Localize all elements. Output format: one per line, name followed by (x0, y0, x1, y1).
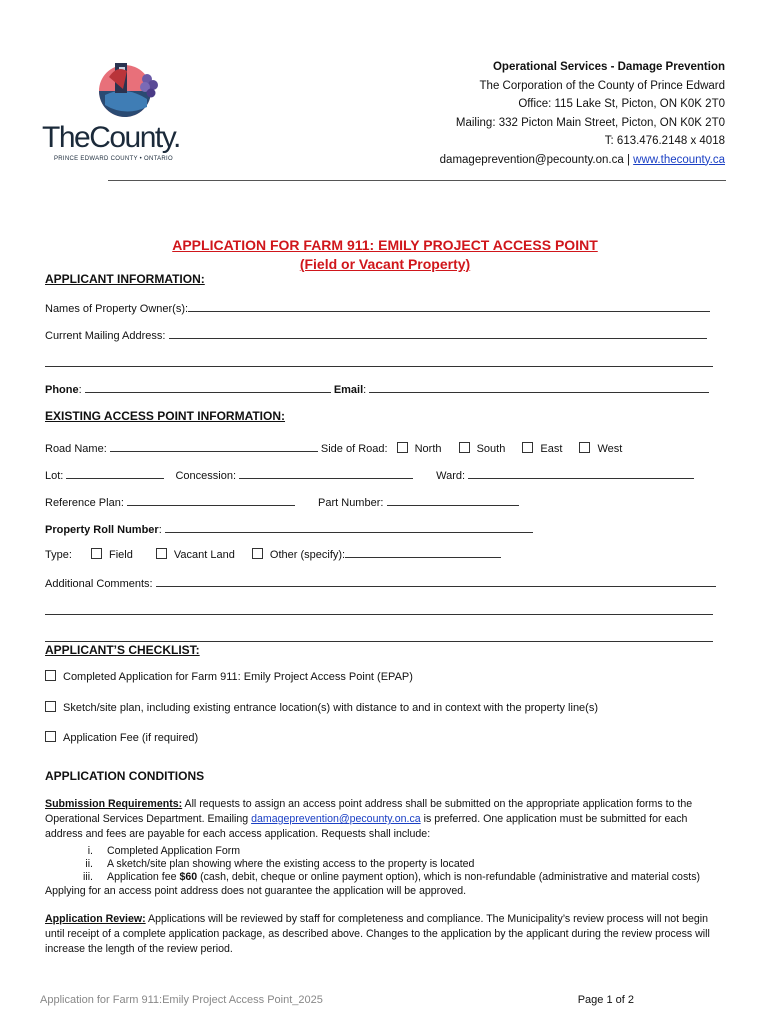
type-other-option[interactable] (252, 549, 345, 561)
checkbox[interactable] (459, 442, 470, 453)
requirements-list (45, 845, 700, 884)
lot-row (45, 467, 694, 482)
page-title: APPLICATION FOR FARM 911: EMILY PROJECT ACCESS POINT (172, 237, 598, 253)
website-link[interactable]: www.thecounty.ca (633, 153, 725, 166)
logo-tagline: PRINCE EDWARD COUNTY • ONTARIO (54, 156, 173, 162)
conditions-heading: APPLICATION CONDITIONS (45, 769, 205, 783)
side-west-label: West (597, 443, 623, 455)
contact-line (440, 151, 725, 170)
list-text: Completed Application Form (107, 845, 241, 857)
roll-field[interactable] (165, 521, 533, 533)
ward-field[interactable] (468, 467, 694, 479)
mailing-row-2 (45, 355, 713, 370)
side-south-label: South (476, 443, 506, 455)
owners-field[interactable] (188, 300, 710, 312)
checkbox[interactable] (45, 701, 56, 712)
part-field[interactable] (387, 494, 519, 506)
part-label: Part Number: (318, 497, 384, 509)
checklist-item-label: Sketch/site plan, including existing entrance location(s) with distance to and in context with the property line(s) (63, 702, 599, 714)
county-emblem-icon (95, 55, 165, 125)
side-north-label: North (414, 443, 442, 455)
department-header (440, 58, 725, 169)
checklist-heading: APPLICANT’S CHECKLIST: (45, 643, 200, 657)
logo-wordmark: TheCounty. (42, 121, 180, 154)
phone-number: T: 613.476.2148 x 4018 (604, 135, 725, 147)
lot-label: Lot: (45, 470, 64, 482)
checkbox[interactable] (579, 442, 590, 453)
department-name: Operational Services - Damage Prevention (492, 61, 725, 73)
side-south-option[interactable] (459, 443, 506, 455)
phone-label: Phone (45, 384, 79, 396)
list-text: Application fee (107, 871, 180, 883)
owners-row (45, 300, 710, 315)
email-field[interactable] (369, 381, 709, 393)
review-paragraph (45, 912, 725, 957)
checkbox[interactable] (45, 670, 56, 681)
submission-label: Submission Requirements: (45, 798, 183, 810)
corporation-name: The Corporation of the County of Prince Edward (479, 79, 725, 92)
submission-paragraph (45, 797, 725, 842)
list-number: ii. (85, 858, 93, 870)
fee-amount: $60 (179, 871, 198, 883)
checkbox[interactable] (252, 548, 263, 559)
county-logo (40, 55, 210, 165)
submission-text-1: All requests to assign an access point address shall be submitted on the appropriate application forms to the Operational Services Department. Emailing (45, 798, 693, 825)
mailing-field-2[interactable] (45, 355, 713, 367)
plan-row (45, 494, 519, 509)
checkbox[interactable] (156, 548, 167, 559)
checklist-item-label: Application Fee (if required) (63, 732, 199, 744)
list-number: iii. (82, 871, 93, 883)
concession-field[interactable] (239, 467, 413, 479)
mailing-label: Current Mailing Address: (45, 330, 166, 342)
list-text: (cash, debit, cheque or online payment option), which is non-refundable (administrative and material costs) (197, 871, 701, 883)
side-label: Side of Road: (320, 443, 388, 455)
list-text: A sketch/site plan showing where the existing access to the property is located (107, 858, 475, 870)
office-address: Office: 115 Lake St, Picton, ON K0K 2T0 (518, 98, 725, 110)
checkbox[interactable] (522, 442, 533, 453)
side-east-label: East (540, 443, 563, 455)
contact-email: damageprevention@pecounty.on.ca (439, 153, 624, 166)
checkbox[interactable] (45, 731, 56, 742)
applicant-info-heading: APPLICANT INFORMATION: (45, 272, 205, 286)
owners-label: Names of Property Owner(s): (45, 303, 189, 315)
existing-access-heading: EXISTING ACCESS POINT INFORMATION: (45, 409, 286, 423)
type-vacant-option[interactable] (156, 549, 235, 561)
side-north-option[interactable] (397, 443, 442, 455)
plan-field[interactable] (127, 494, 295, 506)
mailing-row (45, 327, 707, 342)
type-vacant-label: Vacant Land (173, 549, 235, 561)
roll-row: Property Roll Number: (45, 521, 533, 536)
mailing-field[interactable] (169, 327, 707, 339)
plan-label: Reference Plan: (45, 497, 124, 509)
roll-label: Property Roll Number (45, 524, 159, 536)
phone-email-row: Phone: Email: (45, 381, 709, 396)
type-label: Type: (45, 549, 72, 561)
concession-label: Concession: (175, 470, 237, 482)
checklist-item[interactable] (45, 731, 198, 744)
ward-label: Ward: (436, 470, 466, 482)
checklist-item-label: Completed Application for Farm 911: Emily Project Access Point (EPAP) (63, 671, 413, 683)
guarantee-text: Applying for an access point address does not guarantee the application will be approved. (45, 885, 467, 897)
checkbox[interactable] (397, 442, 408, 453)
comments-row-2 (45, 603, 713, 618)
footer-page-number: Page 1 of 2 (577, 994, 634, 1006)
side-east-option[interactable] (522, 443, 562, 455)
type-field-option[interactable] (91, 549, 133, 561)
review-label: Application Review: (45, 913, 146, 925)
type-field-label: Field (108, 549, 133, 561)
header-divider (108, 180, 726, 181)
type-other-field[interactable] (345, 546, 501, 558)
road-label: Road Name: (45, 443, 107, 455)
checkbox[interactable] (91, 548, 102, 559)
list-item (45, 871, 700, 884)
mailing-address: Mailing: 332 Picton Main Street, Picton, ON K0K 2T0 (455, 116, 725, 129)
side-west-option[interactable] (579, 443, 622, 455)
submission-email-link[interactable]: damageprevention@pecounty.on.ca (251, 813, 421, 825)
checklist-item[interactable] (45, 670, 413, 683)
type-other-label: Other (specify): (269, 549, 346, 561)
comments-label: Additional Comments: (45, 578, 153, 590)
submission-text-2: is preferred. One application must be submitted for each address and fees are payable for each access application. Requests shall include: (45, 813, 688, 840)
list-item (45, 845, 700, 858)
contact-separator: | (626, 153, 630, 166)
road-field[interactable] (110, 440, 318, 452)
list-number: i. (87, 845, 93, 857)
comments-field-2[interactable] (45, 603, 713, 615)
review-text: Applications will be reviewed by staff for completeness and compliance. The Municipality’s review process will not begin until receipt of a complete application package, as described above. Changes to the application by the applicant during the review process will increase the length of the review period. (45, 913, 710, 955)
email-label: Email (333, 384, 364, 396)
phone-field[interactable] (85, 381, 331, 393)
type-row (45, 546, 501, 561)
comments-row (45, 575, 716, 590)
list-item (45, 858, 700, 871)
comments-field-3[interactable] (45, 630, 713, 642)
comments-field[interactable] (156, 575, 716, 587)
checklist-item[interactable] (45, 701, 598, 714)
lot-field[interactable] (66, 467, 164, 479)
page-subtitle: (Field or Vacant Property) (299, 256, 471, 272)
footer-document-name: Application for Farm 911:Emily Project Access Point_2025 (40, 994, 323, 1006)
road-row (45, 440, 622, 455)
